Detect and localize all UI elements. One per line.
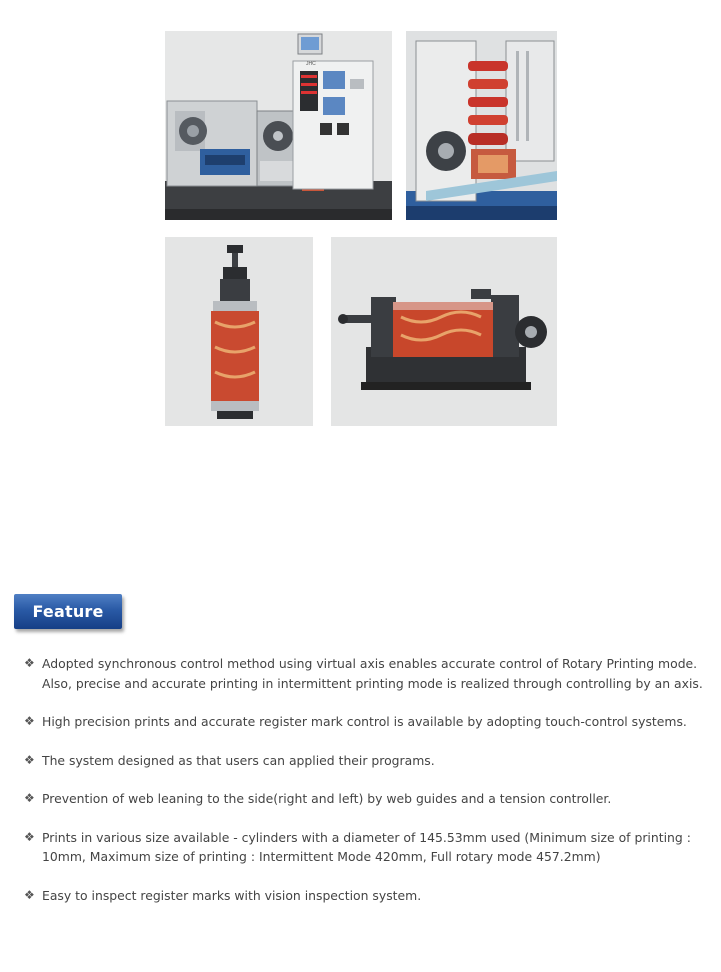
print-cylinder-photo xyxy=(165,237,313,426)
feature-heading-badge xyxy=(14,594,122,629)
diamond-bullet-icon: ❖ xyxy=(24,829,35,844)
print-cylinder-illustration xyxy=(165,237,313,426)
cylinder-mount-illustration xyxy=(331,237,557,426)
cylinder-mount-photo xyxy=(331,237,557,426)
printing-machine-photo xyxy=(165,31,392,220)
feature-item xyxy=(24,886,714,906)
printing-unit-closeup-photo xyxy=(406,31,557,220)
feature-list xyxy=(24,654,714,924)
brand-plate: JHC xyxy=(306,61,316,67)
feature-text: High precision prints and accurate register mark control is available by adopting touch-control systems. xyxy=(42,714,687,729)
feature-item xyxy=(24,789,714,809)
feature-item xyxy=(24,712,714,732)
printing-unit-illustration xyxy=(406,31,557,220)
feature-item xyxy=(24,654,714,693)
feature-text: Prints in various size available - cylinders with a diameter of 145.53mm used (Minimum size of printing : 10mm, Maximum size of printing : Intermittent Mode 420mm, Full rotary mode 457.2mm) xyxy=(42,829,691,864)
diamond-bullet-icon: ❖ xyxy=(24,752,35,767)
feature-item xyxy=(24,751,714,771)
feature-text: The system designed as that users can applied their programs. xyxy=(42,752,435,768)
feature-item xyxy=(24,828,714,867)
feature-text: Easy to inspect register marks with vision inspection system. xyxy=(42,887,422,903)
feature-text: Adopted synchronous control method using virtual axis enables accurate control of Rotary Printing mode. Also, precise and accurate printing in intermittent printing mode is realized through controlling by an axis. xyxy=(42,656,703,691)
diamond-bullet-icon: ❖ xyxy=(24,714,35,728)
feature-heading: Feature xyxy=(32,602,104,621)
diamond-bullet-icon: ❖ xyxy=(24,791,35,805)
diamond-bullet-icon: ❖ xyxy=(24,656,35,670)
feature-text: Prevention of web leaning to the side(right and left) by web guides and a tension controller. xyxy=(42,791,612,806)
printing-machine-illustration xyxy=(165,31,392,220)
diamond-bullet-icon: ❖ xyxy=(24,887,35,902)
